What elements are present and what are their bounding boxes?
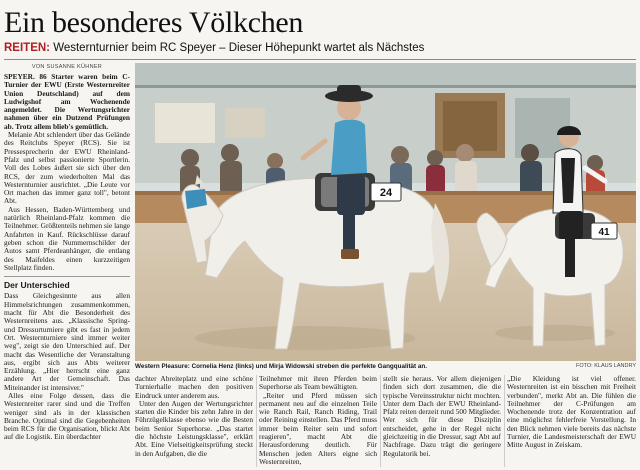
body-paragraph: dachter Abreiteplatz und eine schöne Turnierhalle machen den positiven Eindruck unter anderem aus. — [135, 375, 253, 400]
body-paragraph: „Die Kleidung ist viel offener. Westernreiten ist ein bisschen mit Freiheit verbunden", merkt Abt an. Die fühlen die Teilnehmer der C-Prüfungen am Wochenende trotz der Konzentration auf eine möglichst fehlerfreie Vorstellung. In den Blick nehmen viele bereits das nächste Turnier, die Landesmeisterschaft der EWU Mitte August in Zeiskam. — [507, 375, 636, 450]
subline-text: Westernturnier beim RC Speyer – Dieser Höhepunkt wartet als Nächstes — [50, 42, 425, 54]
section-heading: Der Unterschied — [4, 276, 130, 289]
photo-credit: FOTO: KLAUS LANDRY — [575, 363, 636, 369]
article-column-4 — [383, 375, 501, 467]
caption-text: Western Pleasure: Cornelia Henz (links) und Mirja Widowski streben die perfekte Gangqualität an. — [135, 363, 427, 370]
lead-paragraph: SPEYER. 86 Starter waren beim C-Turnier der EWU (Erste Westernreiter Union Deutschland) auf dem Ludwigshof am Wochenende angemeldet. Die Wertungsrichter nahmen über ein Dutzend Prüfungen ab. Trotz allem blieb's gemütlich. — [4, 73, 130, 131]
column-divider — [380, 375, 381, 467]
column-divider — [256, 375, 257, 467]
body-paragraph: „Reiter und Pferd müssen sich permanent neu auf die einzelnen Teile wie Ranch Rail, Ranch Riding, Trail oder Reining einstellen. Das Pferd muss immer beim Reiter sein und sofort reagieren", macht Abt die Herausforderung deutlich. Für Menschen jeden Alters eigne sich Westernreiten, — [259, 390, 377, 466]
column-divider — [504, 375, 505, 467]
headline: Ein besonderes Völkchen — [4, 6, 304, 39]
subline — [4, 42, 424, 54]
body-paragraph: Teilnehmer mit ihren Pferden beim Superhorse als Team bewältigten. — [259, 375, 377, 392]
body-paragraph: Aus Hessen, Baden-Württemberg und natürlich Rheinland-Pfalz kommen die Teilnehmer. Größtenteils nehmen sie lange Anfahrten in Kauf. Rückschlüsse darauf geben schon die Nummernschilder der Autos samt Pferdeanhänger, die entlang des Maifeldes einen kurzzeitigen Stellplatz finden. — [4, 204, 130, 272]
article-photo — [135, 63, 636, 361]
article-column-1 — [4, 73, 130, 467]
body-paragraph: Alles eine Folge dessen, dass die Westernreiter rarer sind und die Treffen weniger sind als in der klassischen Branche. Optimal sind die Gegebenheiten beim RCS für die Organisation, blickt Abt auf die Logistik. Ein überdachter — [4, 390, 130, 442]
body-paragraph: stellt sie heraus. Vor allem diejenigen finden sich dort zusammen, die die typische Vereinsstruktur nicht mochten. Unter dem Dach der EWU Rheinland-Pfalz reiten derzeit rund 500 Mitglieder. Wer sich für diese Disziplin entscheidet, gehe in der Regel nicht gleichzeitig in die Dressur, sagt Abt auf Nachfrage. Dazu trägt die geringere Regulatorik bei. — [383, 375, 501, 458]
subline-kicker: REITEN: — [4, 42, 50, 54]
article-column-3 — [259, 375, 377, 467]
body-paragraph: Dass Gleichgesinnte aus allen Himmelsrichtungen zusammenkommen, macht für Abt die Besonderheit des Westernreitens aus. „Klassische Spring- und Dressurturniere gibt es fast in jedem Ort. Westernturniere sind immer weiter weg", zeigt sie den Unterschied auf. Der macht das Wesentliche der Veranstaltung aus, ergibt sich aus Abts weiterer Erzählung. „Hier herrscht eine ganz andere Art der Gemeinschaft. Das Miteinander ist intensiver." — [4, 291, 130, 392]
horse-number-left: 24 — [379, 187, 393, 199]
body-paragraph: Melanie Abt schlendert über das Gelände des Reitclubs Speyer (RCS). Sie ist Pressesprecherin der EWU Rheinland-Pfalz und selbst passionierte Sportlerin. Voll des Lobes äußert sie sich über den RCS, der zum wiederholten Mal das Westernturnier ausrichtet. „Die Leute vor Ort machen das immer ganz toll", betont Abt. — [4, 130, 130, 206]
header-rule — [4, 59, 636, 60]
article-column-5 — [507, 375, 636, 467]
article-column-2 — [135, 375, 253, 467]
body-paragraph: Unter den Augen der Wertungsrichter starten die Kinder bis zehn Jahre in der Führzügelklasse ebenso wie die Besten beim Senior Superhorse. „Das startet die höchste Leistungsklasse", erklärt Abt. Eine Vielseitigkeitsprüfung steckt in den Aufgaben, die die — [135, 398, 253, 458]
horse-number-right: 41 — [598, 227, 610, 238]
byline: VON SUSANNE KÜHNER — [31, 64, 103, 70]
photo-caption — [135, 363, 636, 371]
